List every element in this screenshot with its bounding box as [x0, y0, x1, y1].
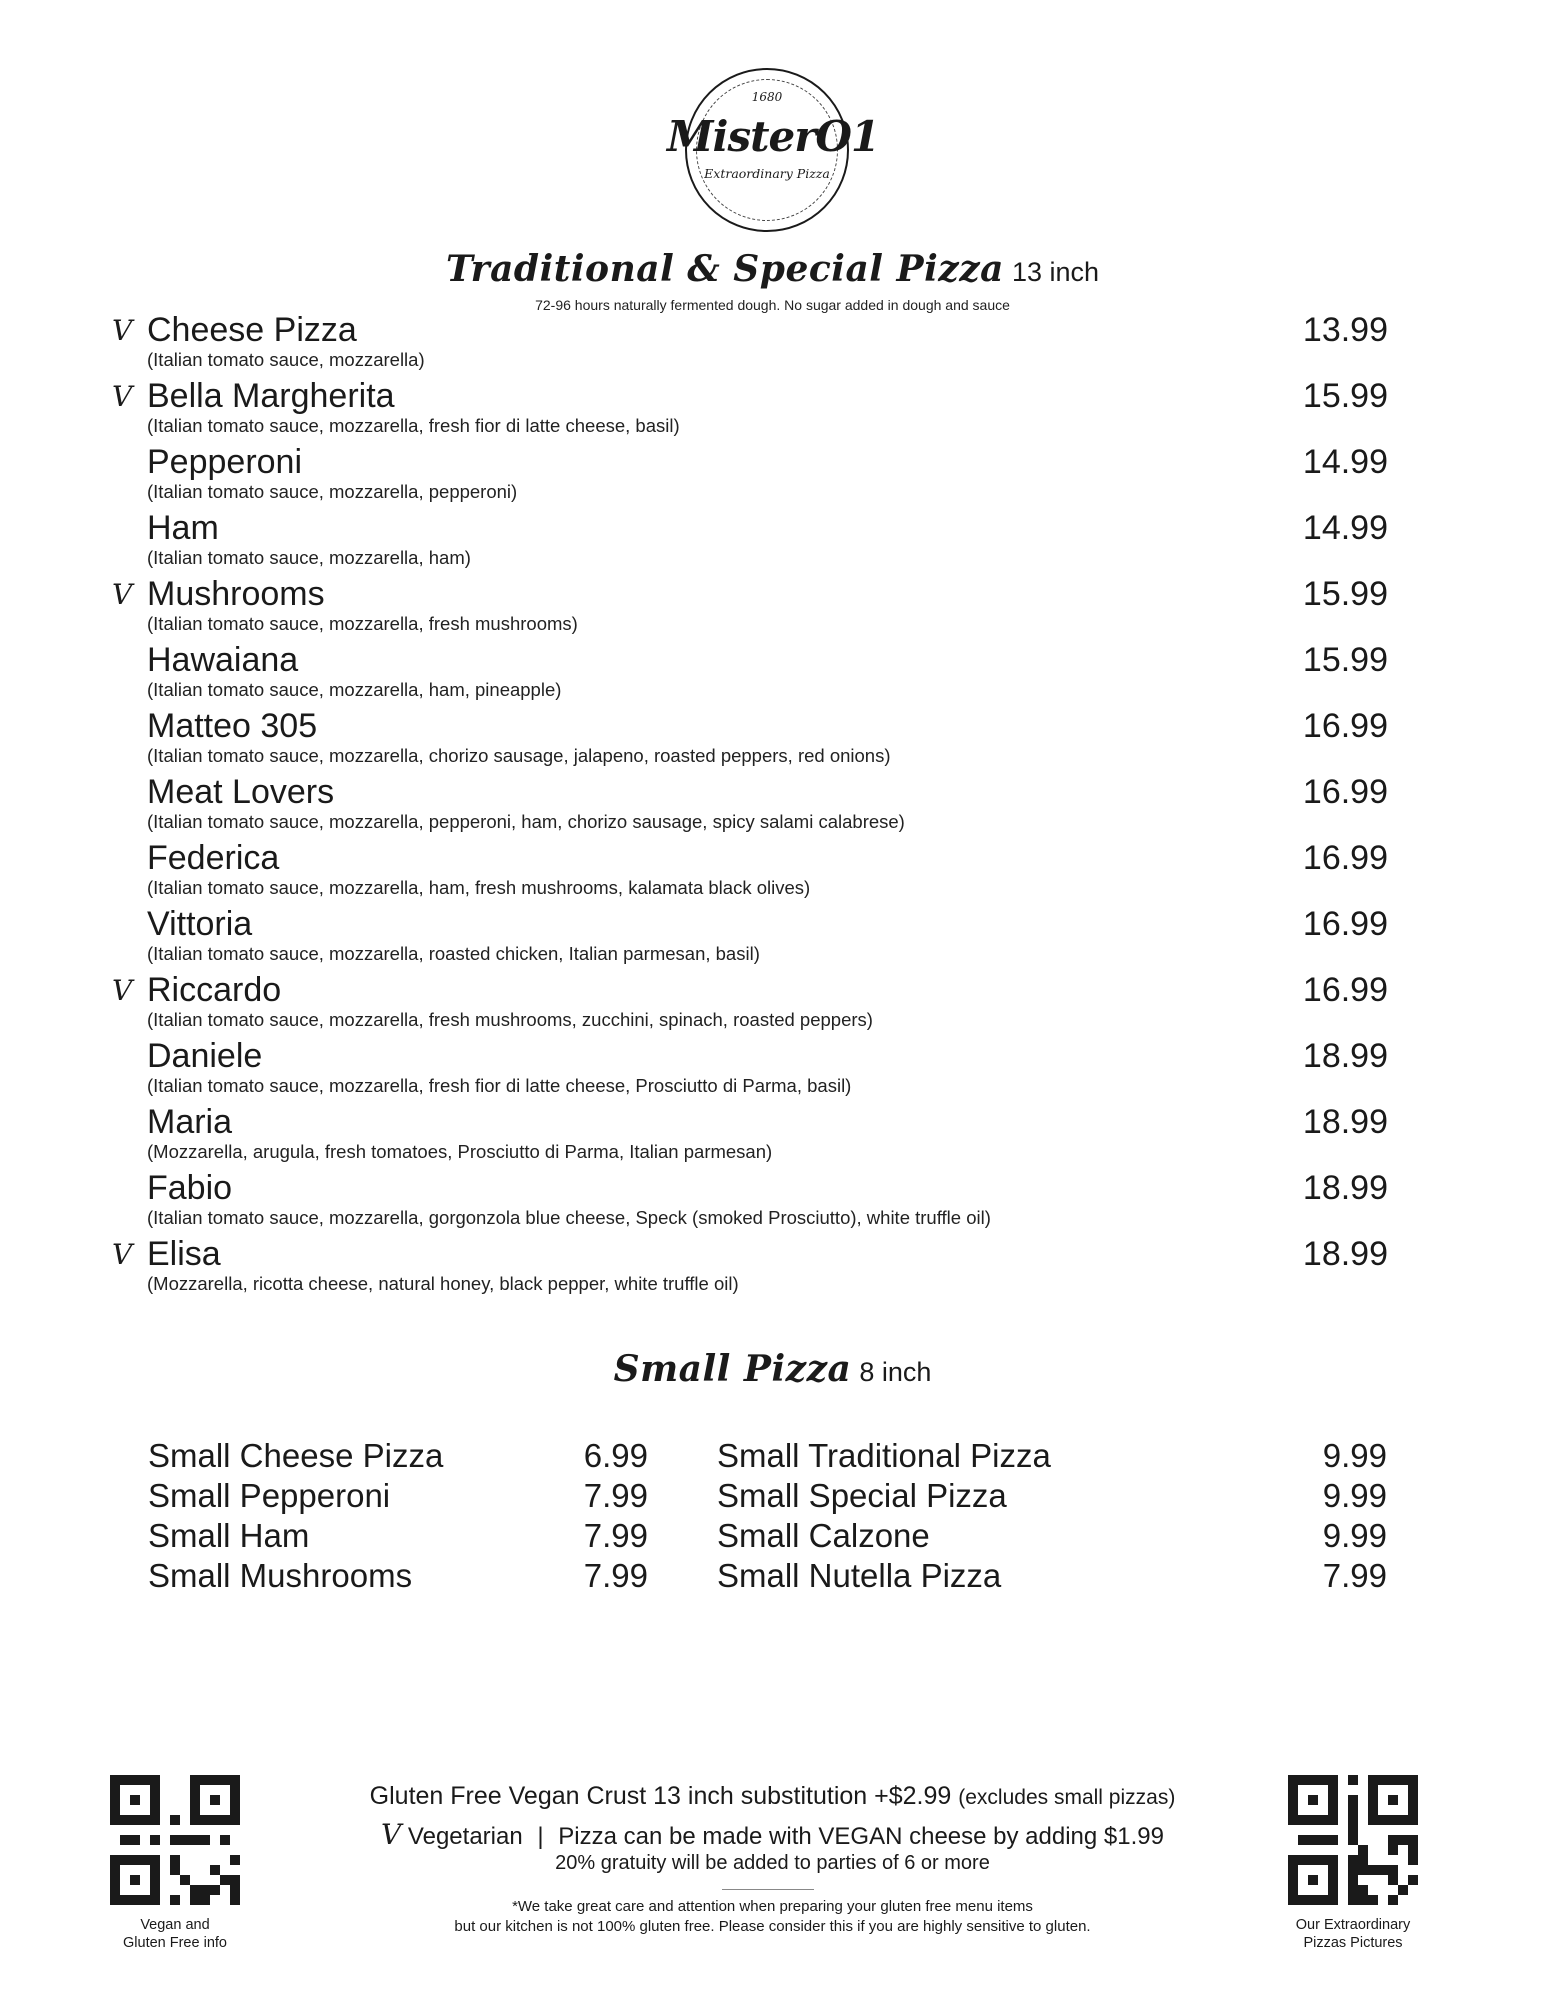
- menu-item-name: Bella Margherita: [147, 377, 395, 415]
- small-menu-item-name: Small Ham: [148, 1517, 310, 1554]
- menu-item: [0, 1036, 1545, 1100]
- menu-item-name: Elisa: [147, 1235, 221, 1273]
- menu-item: [0, 904, 1545, 968]
- menu-item-description: (Italian tomato sauce, mozzarella, fresh mushrooms): [147, 613, 578, 634]
- small-menu-item-price: 9.99: [1322, 1477, 1387, 1514]
- menu-item-description: (Italian tomato sauce, mozzarella, pepperoni): [147, 481, 518, 502]
- menu-item-description: (Italian tomato sauce, mozzarella, fresh mushrooms, zucchini, spinach, roasted peppers): [147, 1009, 873, 1030]
- menu-item-description: (Italian tomato sauce, mozzarella, fresh fior di latte cheese, basil): [147, 415, 680, 436]
- menu-item-description: (Italian tomato sauce, mozzarella, ham, pineapple): [147, 679, 562, 700]
- small-menu-item: [717, 1516, 1387, 1556]
- menu-item: [0, 574, 1545, 638]
- menu-item-description: (Italian tomato sauce, mozzarella, roasted chicken, Italian parmesan, basil): [147, 943, 760, 964]
- menu-item-name: Riccardo: [147, 971, 282, 1009]
- small-menu-item-price: 7.99: [583, 1557, 648, 1594]
- menu-item-price: 14.99: [1302, 443, 1388, 481]
- vegetarian-label: Vegetarian: [407, 1823, 523, 1850]
- small-menu-item: [148, 1476, 648, 1516]
- menu-item: [0, 1168, 1545, 1232]
- menu-item-price: 18.99: [1302, 1037, 1388, 1075]
- traditional-section-title: [0, 248, 1545, 290]
- small-menu-item-name: Small Cheese Pizza: [148, 1437, 444, 1474]
- menu-item-price: 14.99: [1302, 509, 1388, 547]
- qr-left-caption-line1: Vegan and: [140, 1917, 210, 1933]
- menu-item-description: (Mozzarella, ricotta cheese, natural honey, black pepper, white truffle oil): [147, 1273, 739, 1294]
- menu-item-name: Cheese Pizza: [147, 311, 357, 349]
- footer-divider: [722, 1889, 814, 1890]
- vegetarian-leaf-icon: V: [112, 314, 133, 347]
- menu-item: [0, 376, 1545, 440]
- small-menu-item: [717, 1556, 1387, 1596]
- separator: |: [537, 1823, 544, 1850]
- menu-item-price: 16.99: [1302, 839, 1388, 877]
- gluten-free-line: [0, 1782, 1545, 1811]
- small-title: Small Pizza: [613, 1348, 852, 1390]
- menu-item-name: Vittoria: [147, 905, 253, 943]
- menu-item-name: Meat Lovers: [147, 773, 335, 811]
- menu-item-price: 16.99: [1302, 905, 1388, 943]
- menu-item-price: 18.99: [1302, 1169, 1388, 1207]
- small-menu-item: [148, 1516, 648, 1556]
- traditional-size: 13 inch: [1011, 257, 1100, 287]
- vegetarian-leaf-icon: V: [112, 1238, 133, 1271]
- menu-item: [0, 838, 1545, 902]
- small-size: 8 inch: [859, 1357, 932, 1387]
- menu-item: [0, 310, 1545, 374]
- small-menu-item-price: 9.99: [1322, 1517, 1387, 1554]
- small-menu-item-name: Small Calzone: [717, 1517, 930, 1554]
- menu-item-description: (Italian tomato sauce, mozzarella): [147, 349, 425, 370]
- logo-tagline: Extraordinary Pizza: [704, 166, 830, 181]
- menu-item: [0, 442, 1545, 506]
- menu-item-price: 15.99: [1302, 641, 1388, 679]
- traditional-title: Traditional & Special Pizza: [445, 248, 1004, 290]
- menu-item: [0, 1102, 1545, 1166]
- small-menu-item-price: 7.99: [583, 1517, 648, 1554]
- menu-item: [0, 970, 1545, 1034]
- gluten-free-note: (excludes small pizzas): [958, 1786, 1176, 1809]
- menu-item: [0, 1234, 1545, 1298]
- small-menu-item: [148, 1436, 648, 1476]
- gluten-free-main: Gluten Free Vegan Crust 13 inch substitution +$2.99: [369, 1782, 952, 1810]
- menu-item-description: (Italian tomato sauce, mozzarella, chorizo sausage, jalapeno, roasted peppers, red onions): [147, 745, 891, 766]
- logo-brand-name: MisterO1: [667, 112, 880, 161]
- vegetarian-leaf-icon: V: [112, 578, 133, 611]
- vegetarian-leaf-icon: V: [381, 1818, 402, 1851]
- menu-item-description: (Italian tomato sauce, mozzarella, pepperoni, ham, chorizo sausage, spicy salami calabrese): [147, 811, 905, 832]
- small-menu-item-price: 6.99: [583, 1437, 648, 1474]
- menu-item-description: (Italian tomato sauce, mozzarella, ham): [147, 547, 471, 568]
- menu-item-price: 18.99: [1302, 1235, 1388, 1273]
- menu-item-description: (Italian tomato sauce, mozzarella, ham, fresh mushrooms, kalamata black olives): [147, 877, 811, 898]
- gratuity-note: 20% gratuity will be added to parties of 6 or more: [555, 1852, 990, 1874]
- menu-item-price: 13.99: [1302, 311, 1388, 349]
- menu-item-name: Ham: [147, 509, 219, 547]
- menu-item-description: (Italian tomato sauce, mozzarella, fresh fior di latte cheese, Prosciutto di Parma, basil): [147, 1075, 852, 1096]
- menu-item-name: Pepperoni: [147, 443, 303, 481]
- menu-item: [0, 706, 1545, 770]
- small-menu-item-price: 9.99: [1322, 1437, 1387, 1474]
- menu-item-name: Federica: [147, 839, 280, 877]
- qr-right-caption-line1: Our Extraordinary: [1295, 1917, 1411, 1933]
- menu-item-name: Hawaiana: [147, 641, 299, 679]
- small-menu-item: [717, 1436, 1387, 1476]
- disclaimer-line1: *We take great care and attention when preparing your gluten free menu items: [512, 1898, 1033, 1915]
- vegan-cheese-note: Pizza can be made with VEGAN cheese by adding $1.99: [558, 1823, 1164, 1850]
- menu-item-name: Daniele: [147, 1037, 263, 1075]
- disclaimer-line2: but our kitchen is not 100% gluten free. Please consider this if you are highly sensitive to gluten.: [454, 1918, 1091, 1935]
- menu-item-price: 15.99: [1302, 575, 1388, 613]
- menu-item-price: 15.99: [1302, 377, 1388, 415]
- qr-left-caption-line2: Gluten Free info: [123, 1935, 227, 1951]
- small-menu-item-name: Small Traditional Pizza: [717, 1437, 1051, 1474]
- small-menu-item-price: 7.99: [1322, 1557, 1387, 1594]
- menu-item: [0, 508, 1545, 572]
- small-menu-item: [717, 1476, 1387, 1516]
- small-menu-item: [148, 1556, 648, 1596]
- menu-item-name: Maria: [147, 1103, 233, 1141]
- small-menu-item-name: Small Pepperoni: [148, 1477, 391, 1514]
- restaurant-logo: [667, 68, 880, 232]
- small-section-title: [0, 1348, 1545, 1390]
- menu-item-price: 16.99: [1302, 707, 1388, 745]
- qr-right-caption-line2: Pizzas Pictures: [1303, 1935, 1403, 1951]
- menu-item-description: (Italian tomato sauce, mozzarella, gorgonzola blue cheese, Speck (smoked Prosciutto), white truffle oil): [147, 1207, 991, 1228]
- menu-item-name: Mushrooms: [147, 575, 325, 613]
- menu-item-name: Matteo 305: [147, 707, 318, 745]
- dough-intro: 72-96 hours naturally fermented dough. No sugar added in dough and sauce: [535, 297, 1010, 313]
- small-menu-item-name: Small Mushrooms: [148, 1557, 413, 1594]
- small-menu-item-name: Small Special Pizza: [717, 1477, 1007, 1514]
- menu-item: [0, 772, 1545, 836]
- menu-item-price: 18.99: [1302, 1103, 1388, 1141]
- vegetarian-leaf-icon: V: [112, 974, 133, 1007]
- logo-year: 1680: [751, 90, 783, 104]
- vegetarian-leaf-icon: V: [112, 380, 133, 413]
- menu-item-price: 16.99: [1302, 773, 1388, 811]
- small-menu-item-price: 7.99: [583, 1477, 648, 1514]
- menu-item-description: (Mozzarella, arugula, fresh tomatoes, Prosciutto di Parma, Italian parmesan): [147, 1141, 773, 1162]
- menu-item-name: Fabio: [147, 1169, 233, 1207]
- small-menu-item-name: Small Nutella Pizza: [717, 1557, 1002, 1594]
- vegetarian-line: [0, 1818, 1545, 1851]
- menu-item: [0, 640, 1545, 704]
- menu-item-price: 16.99: [1302, 971, 1388, 1009]
